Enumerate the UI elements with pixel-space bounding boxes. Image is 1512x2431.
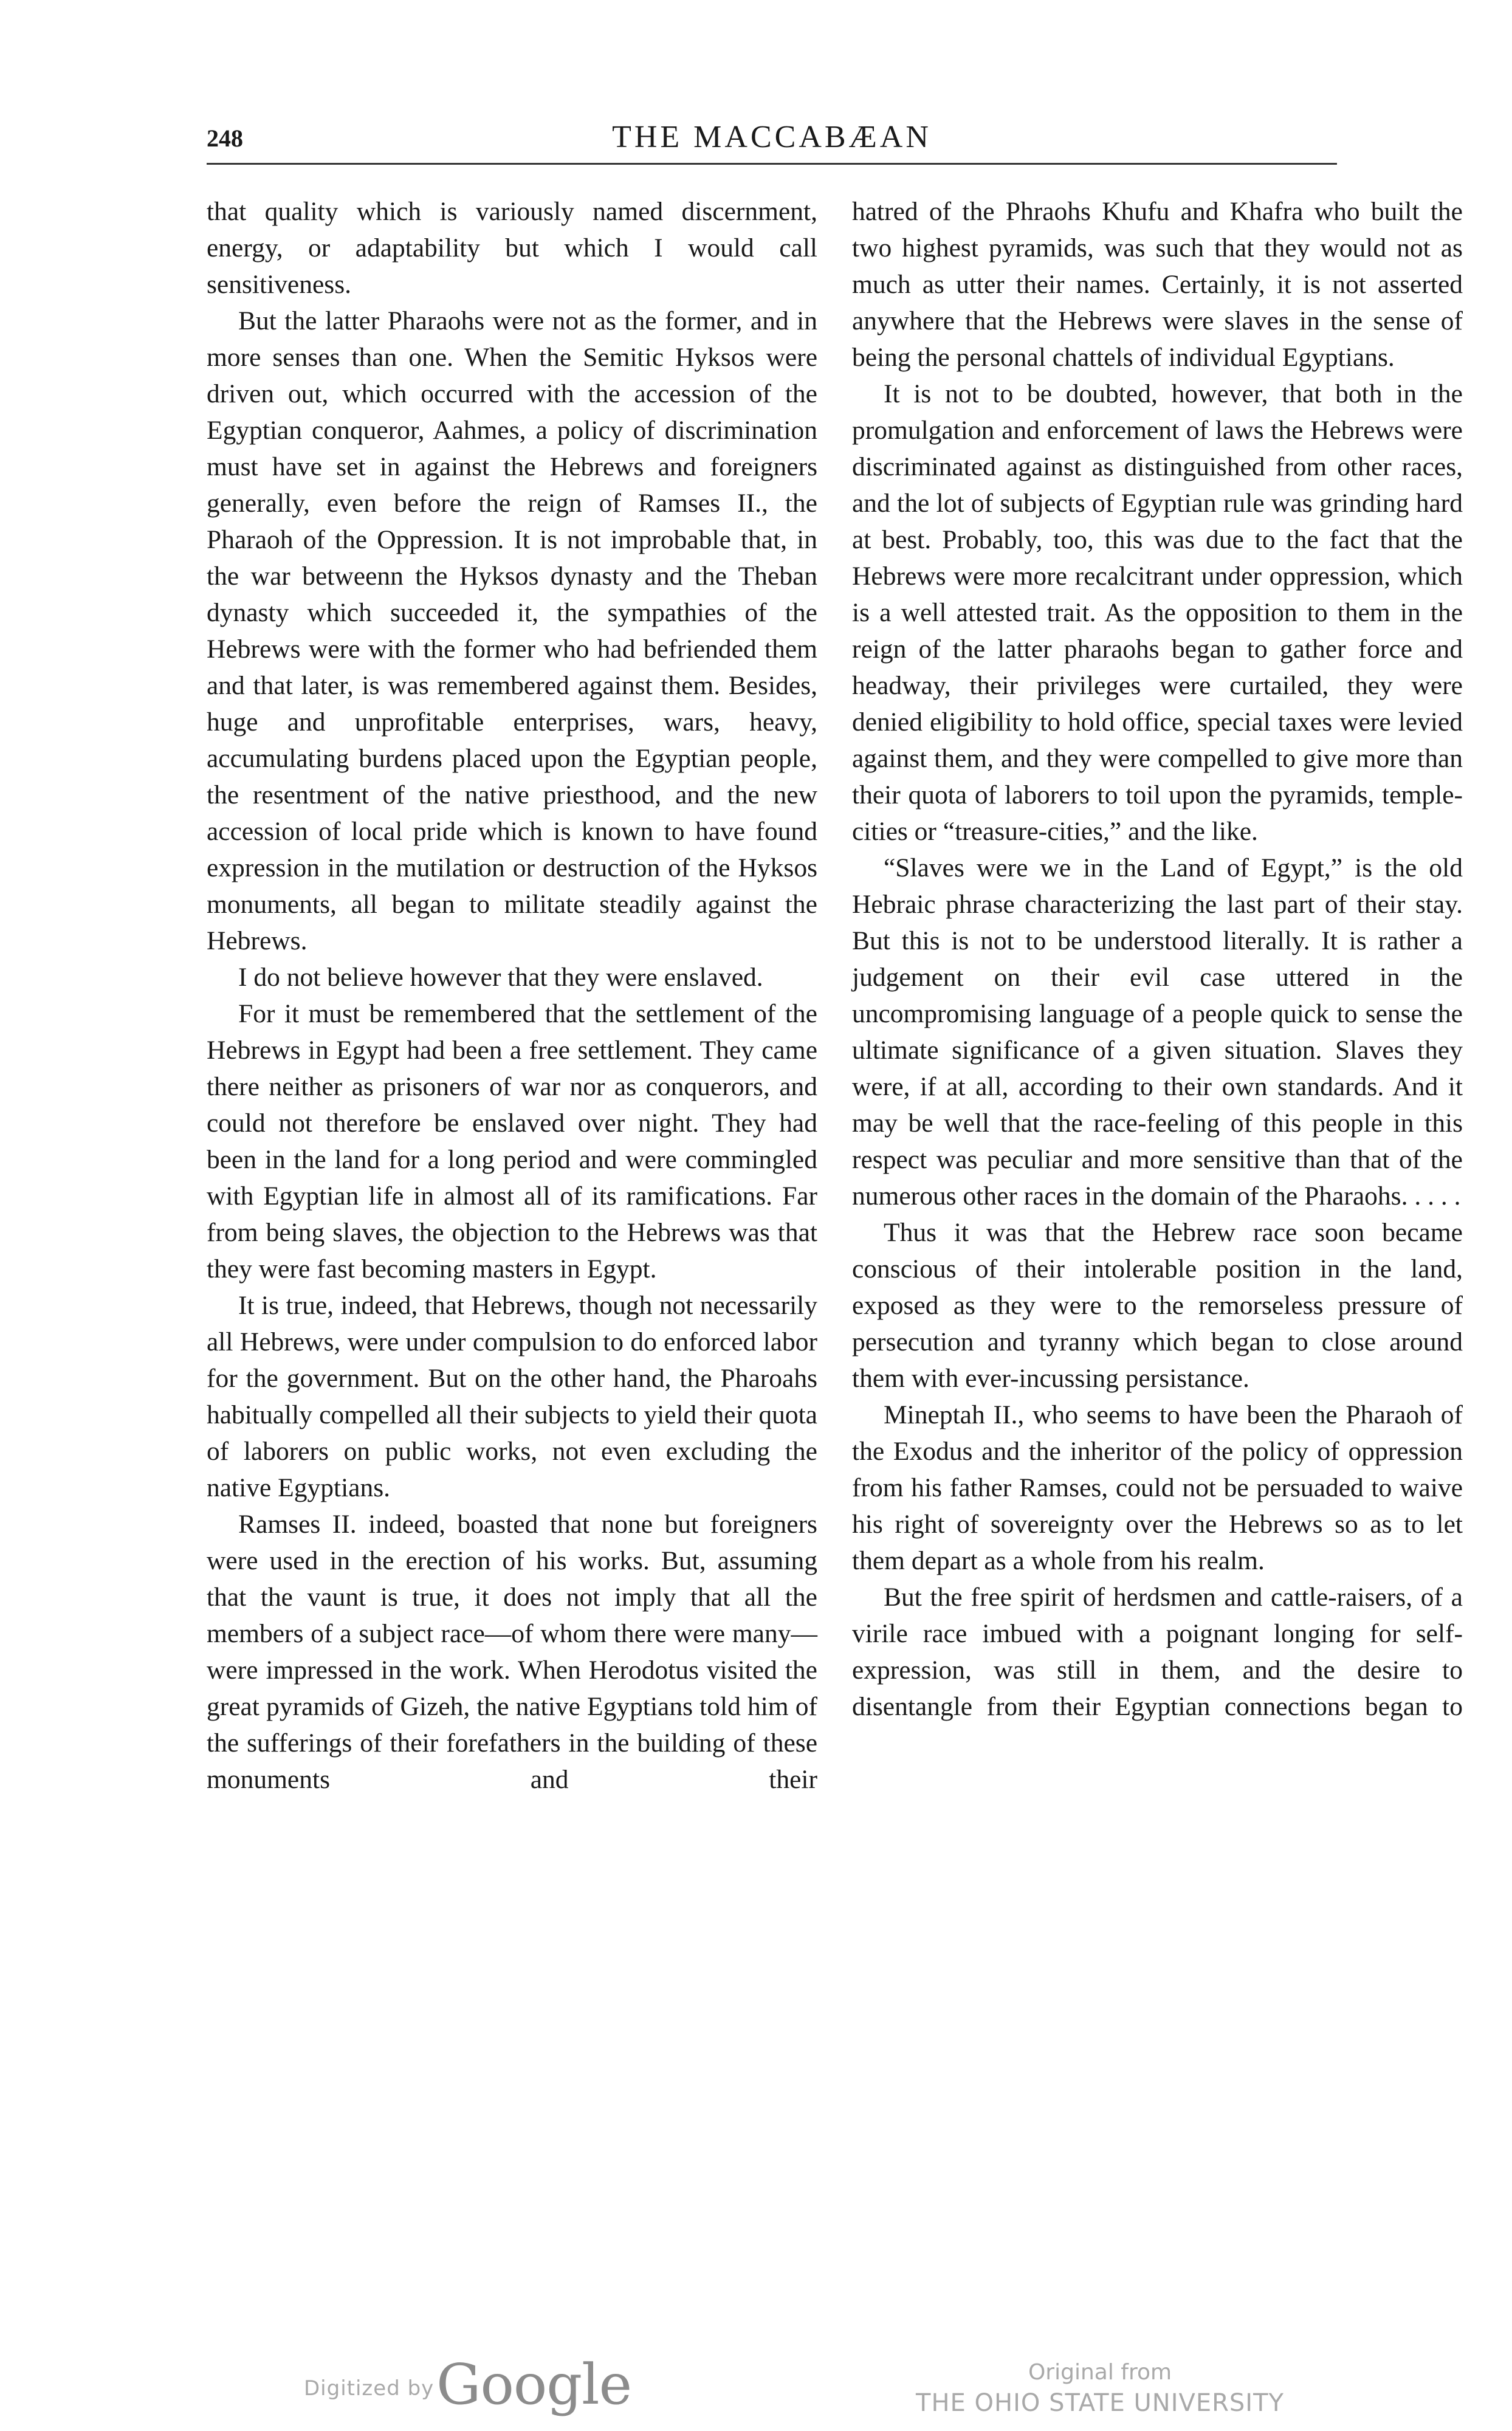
paragraph: But the free spirit of herdsmen and cattle-raisers, of a virile race imbued with a poignant longing for self-expression, was still in them, and the desire to disentangle from their Egyptian connections began to [852, 1583, 1463, 1721]
right-column [852, 193, 1463, 1725]
paragraph: “Slaves were we in the Land of Egypt,” is the old Hebraic phrase characterizing the last part of their stay. But this is not to be understood literally. It is rather a judgement on their evil case uttered in the uncompromising language of a people quick to sense the ultimate significance of a given situation. Slaves they were, if at all, according to their own standards. And it may be well that the race-feeling of this people in this respect was peculiar and more sensitive than that of the numerous other races in the domain of the Pharaohs. . . . . [852, 853, 1463, 1211]
header-rule [207, 163, 1337, 165]
paragraph: that quality which is variously named discernment, energy, or adaptability but which I would call sensitiveness. [207, 197, 817, 299]
page-number: 248 [207, 125, 243, 152]
paragraph: hatred of the Phraohs Khufu and Khafra who built the two highest pyramids, was such that they would not as much as utter their names. Certainly, it is not asserted anywhere that the Hebrews were slaves in the sense of being the personal chattels of individual Egyptians. [852, 197, 1463, 372]
paragraph: I do not believe however that they were enslaved. [238, 963, 763, 992]
paragraph: It is true, indeed, that Hebrews, though not necessarily all Hebrews, were under compulsion to do enforced labor for the government. But on the other hand, the Pharoahs habitually compelled all their subjects to yield their quota of laborers on public works, not even excluding the native Egyptians. [207, 1291, 817, 1502]
paragraph: Mineptah II., who seems to have been the Pharaoh of the Exodus and the inheritor of the policy of oppression from his father Ramses, could not be persuaded to waive his right of sovereignty over the Hebrews so as to let them depart as a whole from his realm. [852, 1400, 1463, 1575]
google-logo: Google [436, 2352, 632, 2417]
digitized-by-label: Digitized by [304, 2376, 435, 2401]
origin-credit [887, 2358, 1313, 2419]
page-header [207, 119, 1337, 174]
paragraph: But the latter Pharaohs were not as the former, and in more senses than one. When the Semitic Hyksos were driven out, which occurred with the accession of the Egyptian conqueror, Aahmes, a policy of discrimination must have set in against the Hebrews and foreigners generally, even before the reign of Ramses II., the Pharaoh of the Oppression. It is not improbable that, in the war betweenn the Hyksos dynasty and the Theban dynasty which succeeded it, the sympathies of the Hebrews were with the former who had befriended them and that later, is was remembered against them. Besides, huge and unprofitable enterprises, wars, heavy, accumulating burdens placed upon the Egyptian people, the resentment of the native priesthood, and the new accession of local pride which is known to have found expression in the mutilation or destruction of the Hyksos monuments, all began to militate steadily against the Hebrews. [207, 306, 817, 955]
left-column [207, 193, 817, 1798]
paragraph: Ramses II. indeed, boasted that none but foreigners were used in the erection of his works. But, assuming that the vaunt is true, it does not imply that all the members of a subject race—of whom there were many—were impressed in the work. When Herodotus visited the great pyramids of Gizeh, the native Egyptians told him of the sufferings of their forefathers in the building of these monuments and their [207, 1510, 817, 1794]
original-from-label: Original from [1028, 2360, 1172, 2385]
institution-name: THE OHIO STATE UNIVERSITY [916, 2389, 1284, 2417]
running-title: THE MACCABÆAN [612, 120, 932, 154]
paragraph: It is not to be doubted, however, that both in the promulgation and enforcement of laws the Hebrews were discriminated against as distinguished from other races, and the lot of subjects of Egyptian rule was grinding hard at best. Probably, too, this was due to the fact that the Hebrews were more recalcitrant under oppression, which is a well attested trait. As the opposition to them in the reign of the latter pharaohs began to gather force and headway, their privileges were curtailed, they were denied eligibility to hold office, special taxes were levied against them, and they were compelled to give more than their quota of laborers to toil upon the pyramids, temple-cities or “treasure-cities,” and the like. [852, 379, 1463, 846]
paragraph: For it must be remembered that the settlement of the Hebrews in Egypt had been a free settlement. They came there neither as prisoners of war nor as conquerors, and could not therefore be enslaved over night. They had been in the land for a long period and were commingled with Egyptian life in almost all of its ramifications. Far from being slaves, the objection to the Hebrews was that they were fast becoming masters in Egypt. [207, 999, 817, 1284]
digitization-footer [0, 2352, 1512, 2419]
paragraph: Thus it was that the Hebrew race soon became conscious of their intolerable position in the land, exposed as they were to the remorseless pressure of persecution and tyranny which began to close around them with ever-incussing persistance. [852, 1218, 1463, 1393]
